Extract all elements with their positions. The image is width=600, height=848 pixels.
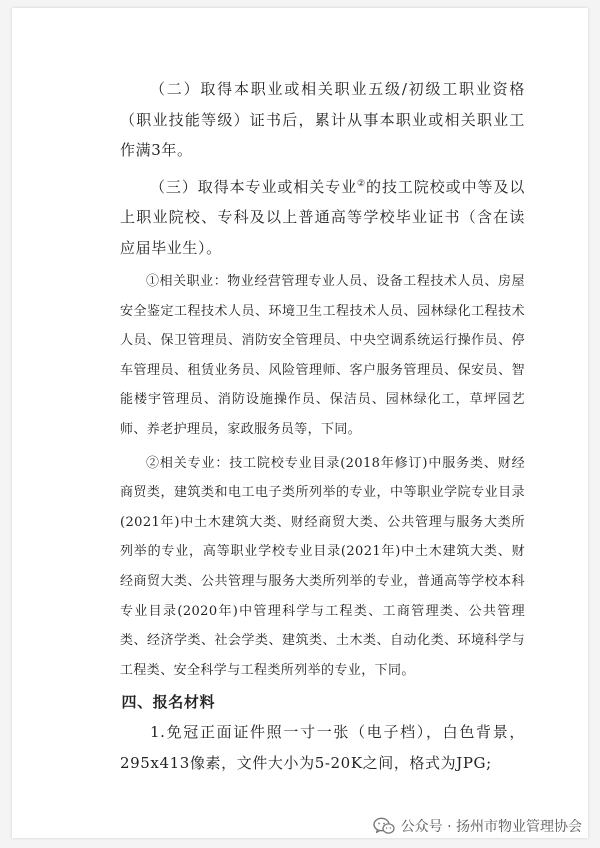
materials-item-1: 1.免冠正面证件照一寸一张（电子档），白色背景，295x413像素，文件大小为5-20K之间，格式为JPG;	[120, 723, 525, 772]
document-body	[120, 74, 525, 778]
condition-3-text-start: （三）取得本专业或相关专业	[150, 177, 358, 196]
footnote-marker: ②	[357, 178, 367, 189]
condition-3-text-end: 的技工院校或中等及以上职业院校、专科及以上普通高等学校毕业证书（含在读应届毕业生）。	[120, 177, 525, 257]
footer-account-text: 公众号 · 扬州市物业管理协会	[400, 819, 582, 835]
section-heading-materials: 四、报名材料	[121, 693, 216, 712]
note-related-majors: ②相关专业：技工院校专业目录(2018年修订)中服务类、财经商贸类，建筑类和电工电子类所列举的专业，中等职业学院专业目录(2021年)中土木建筑大类、财经商贸大类、公共管理与服务大类所列举的专业，高等职业学校专业目录(2021年)中土木建筑大类、财经商贸大类、公共管理与服务大类所列举的专业，普通高等学校本科专业目录(2020年)中管理科学与工程类、工商管理类、公共管理类、经济学类、社会学类、建筑类、土木类、自动化类、环境科学与工程类、安全科学与工程类所列举的专业，下同。	[120, 455, 525, 678]
paragraph-condition-3	[120, 172, 525, 264]
note-related-occupations: ①相关职业：物业经营管理专业人员、设备工程技术人员、房屋安全鉴定工程技术人员、环境卫生工程技术人员、园林绿化工程技术人员、保卫管理员、消防安全管理员、中央空调系统运行操作员、停车管理员、租赁业务员、风险管理师、客户服务管理员、保安员、智能楼宇管理员、消防设施操作员、保洁员、园林绿化工，草坪园艺师、养老护理员，家政服务员等，下同。	[120, 274, 525, 437]
wechat-icon	[373, 817, 395, 835]
paragraph-condition-2: （二）取得本职业或相关职业五级/初级工职业资格（职业技能等级）证书后，累计从事本职业或相关职业工作满3年。	[120, 80, 525, 159]
wechat-footer[interactable]	[373, 816, 582, 836]
document-page	[12, 8, 588, 838]
